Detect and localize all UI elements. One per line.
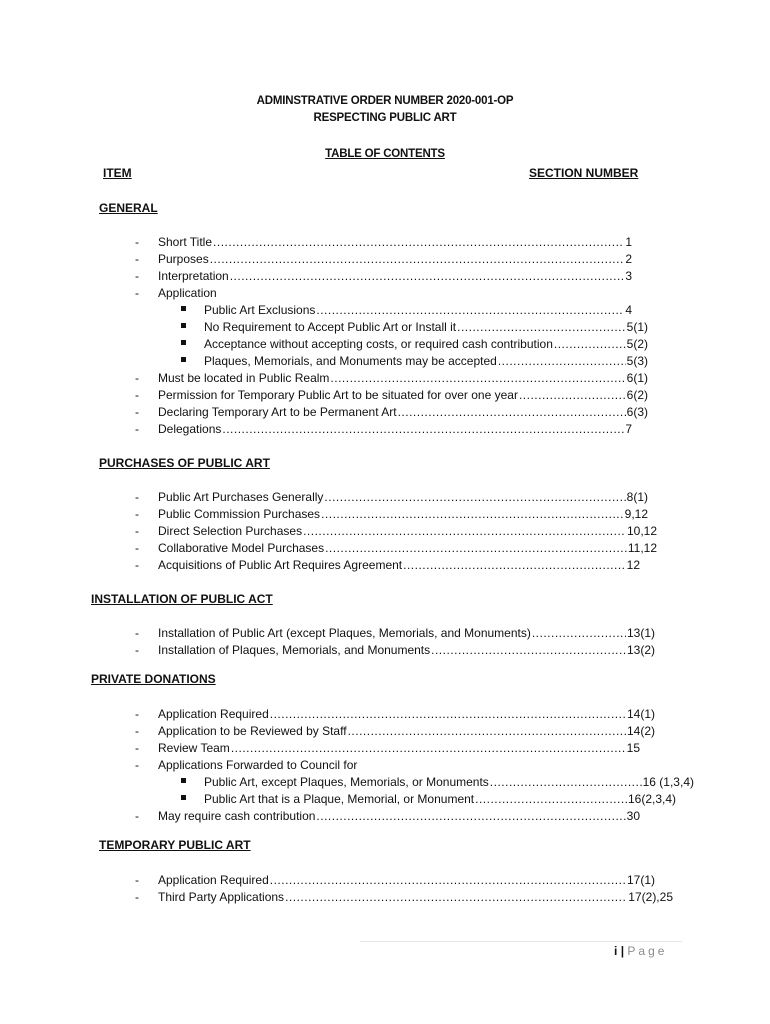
toc-entry-section: 5(2) (626, 337, 648, 351)
dot-leader (270, 873, 626, 887)
toc-entry-label: Acceptance without accepting costs, or required cash contribution (204, 337, 553, 351)
toc-entry-label: Delegations (158, 422, 222, 436)
toc-entry-label: Installation of Plaques, Memorials, and Monuments (158, 643, 431, 657)
page-footer (614, 944, 667, 958)
square-bullet-icon (181, 357, 186, 362)
section-heading-temporary: TEMPORARY PUBLIC ART (99, 838, 251, 852)
toc-entry[interactable]: - Public Commission Purchases ..... 9,12 (158, 507, 648, 524)
toc-entry-label: Applications Forwarded to Council for (158, 758, 358, 772)
toc-entry-label: Direct Selection Purchases (158, 524, 303, 538)
toc-entry-section: 3 (625, 269, 632, 283)
toc-entry-section: 17(2),25 (628, 890, 673, 904)
toc-entry[interactable]: - Short Title ..... 1 (158, 235, 632, 252)
document-title: ADMINSTRATIVE ORDER NUMBER 2020-001-OP (256, 95, 514, 107)
dot-leader (213, 235, 624, 249)
toc-entry-label: Permission for Temporary Public Art to be situated for over one year (158, 388, 518, 402)
toc-entry-section: 6(1) (626, 371, 648, 385)
toc-subentry[interactable] (204, 303, 632, 320)
toc-subentry[interactable] (204, 792, 676, 809)
toc-entry-section: 5(1) (626, 320, 648, 334)
toc-subentry[interactable] (204, 354, 648, 371)
toc-entry-section: 6(2) (626, 388, 648, 402)
dot-leader (231, 741, 626, 755)
document-subtitle: RESPECTING PUBLIC ART (313, 112, 457, 124)
toc-entry[interactable]: - Collaborative Model Purchases ..... 11,12 (158, 541, 657, 558)
toc-entry-section: 7 (625, 422, 632, 436)
dot-leader (316, 303, 624, 317)
toc-entry-label: Review Team (158, 741, 230, 755)
toc-entry[interactable]: - Application Required ..... 17(1) (158, 873, 655, 890)
dot-leader (316, 809, 625, 823)
toc-entry-label: Application Required (158, 707, 269, 721)
footer-separator: | (620, 944, 625, 958)
toc-entry-section: 30 (626, 809, 640, 823)
toc-entry-label: Must be located in Public Realm (158, 371, 330, 385)
dot-leader (348, 724, 626, 738)
toc-entry: - Applications Forwarded to Council for (135, 758, 358, 772)
section-number-column-header: SECTION NUMBER (529, 166, 639, 180)
toc-entry-section: 6(3) (626, 405, 648, 419)
dot-leader (490, 775, 642, 789)
page-label: Page (627, 944, 668, 958)
toc-entry-section: 1 (625, 235, 632, 249)
toc-entry-label: Application Required (158, 873, 269, 887)
toc-entry-label: Public Art Purchases Generally (158, 490, 324, 504)
toc-entry-section: 15 (626, 741, 640, 755)
toc-entry-label: Short Title (158, 235, 213, 249)
toc-entry-section: 13(2) (626, 643, 655, 657)
toc-entry-section: 17(1) (626, 873, 655, 887)
toc-entry[interactable]: - Direct Selection Purchases ..... 10,12 (158, 524, 657, 541)
toc-entry-label: Public Art, except Plaques, Memorials, or Monuments (204, 775, 489, 789)
toc-entry-label: Plaques, Memorials, and Monuments may be accepted (204, 354, 497, 368)
toc-entry[interactable]: - Public Art Purchases Generally ..... 8(1) (158, 490, 648, 507)
toc-entry[interactable]: - Application to be Reviewed by Staff ..... 14(2) (158, 724, 655, 741)
dot-leader (431, 643, 626, 657)
section-heading-private-donations: PRIVATE DONATIONS (91, 672, 216, 686)
toc-entry-label: Public Commission Purchases (158, 507, 321, 521)
dot-leader (398, 405, 626, 419)
dot-leader (210, 252, 625, 266)
toc-entry-section: 9,12 (624, 507, 648, 521)
toc-entry[interactable]: - Installation of Public Art (except Plaques, Memorials, and Monuments) ..... 13(1) (158, 626, 655, 643)
dot-leader (403, 558, 626, 572)
toc-entry[interactable]: - May require cash contribution ..... 30 (158, 809, 640, 826)
toc-entry-section: 16 (1,3,4) (642, 775, 694, 789)
section-heading-general: GENERAL (99, 201, 158, 215)
toc-heading: TABLE OF CONTENTS (325, 148, 445, 160)
square-bullet-icon (181, 323, 186, 328)
square-bullet-icon (181, 795, 186, 800)
toc-entry-section: 12 (626, 558, 640, 572)
dot-leader (554, 337, 626, 351)
dot-leader (475, 792, 627, 806)
toc-entry-section: 5(3) (626, 354, 648, 368)
dot-leader (270, 707, 626, 721)
toc-entry-label: Application to be Reviewed by Staff (158, 724, 347, 738)
toc-entry-label: Public Art that is a Plaque, Memorial, or Monument (204, 792, 475, 806)
toc-entry-section: 13(1) (626, 626, 655, 640)
toc-entry-label: Application (158, 286, 217, 300)
toc-subentry[interactable] (204, 337, 648, 354)
dot-leader (325, 541, 627, 555)
dot-leader (321, 507, 624, 521)
square-bullet-icon (181, 306, 186, 311)
toc-entry-label: Collaborative Model Purchases (158, 541, 325, 555)
toc-entry-label: Public Art Exclusions (204, 303, 316, 317)
dot-leader (532, 626, 626, 640)
toc-entry-section: 14(2) (626, 724, 655, 738)
toc-entry-label: Declaring Temporary Art to be Permanent Art (158, 405, 397, 419)
dot-leader (330, 371, 625, 385)
dot-leader (230, 269, 625, 283)
dot-leader (457, 320, 626, 334)
toc-entry-label: Third Party Applications (158, 890, 285, 904)
toc-entry-section: 8(1) (626, 490, 648, 504)
item-column-header: ITEM (103, 166, 132, 180)
toc-entry-label: No Requirement to Accept Public Art or Install it (204, 320, 457, 334)
page-number: i (614, 944, 618, 958)
toc-entry-section: 16(2,3,4) (627, 792, 676, 806)
toc-entry[interactable]: - Purposes ..... 2 (158, 252, 632, 269)
toc-entry-label: May require cash contribution (158, 809, 316, 823)
toc-entry[interactable]: - Acquisitions of Public Art Requires Agreement ..... 12 (158, 558, 640, 575)
dot-leader (498, 354, 626, 368)
toc-entry[interactable]: - Installation of Plaques, Memorials, and Monuments ..... 13(2) (158, 643, 655, 660)
toc-entry[interactable]: - Declaring Temporary Art to be Permanent Art ..... 6(3) (158, 405, 648, 422)
toc-entry-section: 10,12 (626, 524, 657, 538)
toc-entry-label: Acquisitions of Public Art Requires Agreement (158, 558, 403, 572)
toc-entry-section: 4 (625, 303, 632, 317)
toc-entry[interactable]: - Review Team ..... 15 (158, 741, 640, 758)
toc-entry[interactable]: - Permission for Temporary Public Art to be situated for over one year ..... 6(2) (158, 388, 648, 405)
toc-entry-section: 11,12 (627, 541, 657, 555)
toc-subentry[interactable] (204, 320, 648, 337)
dot-leader (303, 524, 626, 538)
toc-entry[interactable]: - Interpretation ..... 3 (158, 269, 632, 286)
toc-entry[interactable]: - Delegations ..... 7 (158, 422, 632, 439)
toc-subentry[interactable] (204, 775, 694, 792)
section-heading-installation: INSTALLATION OF PUBLIC ACT (91, 592, 273, 606)
toc-entry-label: Interpretation (158, 269, 229, 283)
toc-entry[interactable]: - Must be located in Public Realm ..... 6(1) (158, 371, 648, 388)
section-heading-purchases: PURCHASES OF PUBLIC ART (99, 456, 270, 470)
footer-divider (360, 941, 682, 942)
toc-entry-section: 2 (625, 252, 632, 266)
dot-leader (324, 490, 625, 504)
square-bullet-icon (181, 778, 186, 783)
square-bullet-icon (181, 340, 186, 345)
toc-entry[interactable]: - Application Required ..... 14(1) (158, 707, 655, 724)
dot-leader (222, 422, 624, 436)
toc-entry: - Application (135, 286, 217, 300)
toc-entry-section: 14(1) (626, 707, 655, 721)
dot-leader (519, 388, 626, 402)
toc-entry[interactable]: - Third Party Applications ..... 17(2),25 (158, 890, 673, 907)
toc-entry-label: Installation of Public Art (except Plaques, Memorials, and Monuments) (158, 626, 531, 640)
toc-entry-label: Purposes (158, 252, 209, 266)
dot-leader (285, 890, 627, 904)
